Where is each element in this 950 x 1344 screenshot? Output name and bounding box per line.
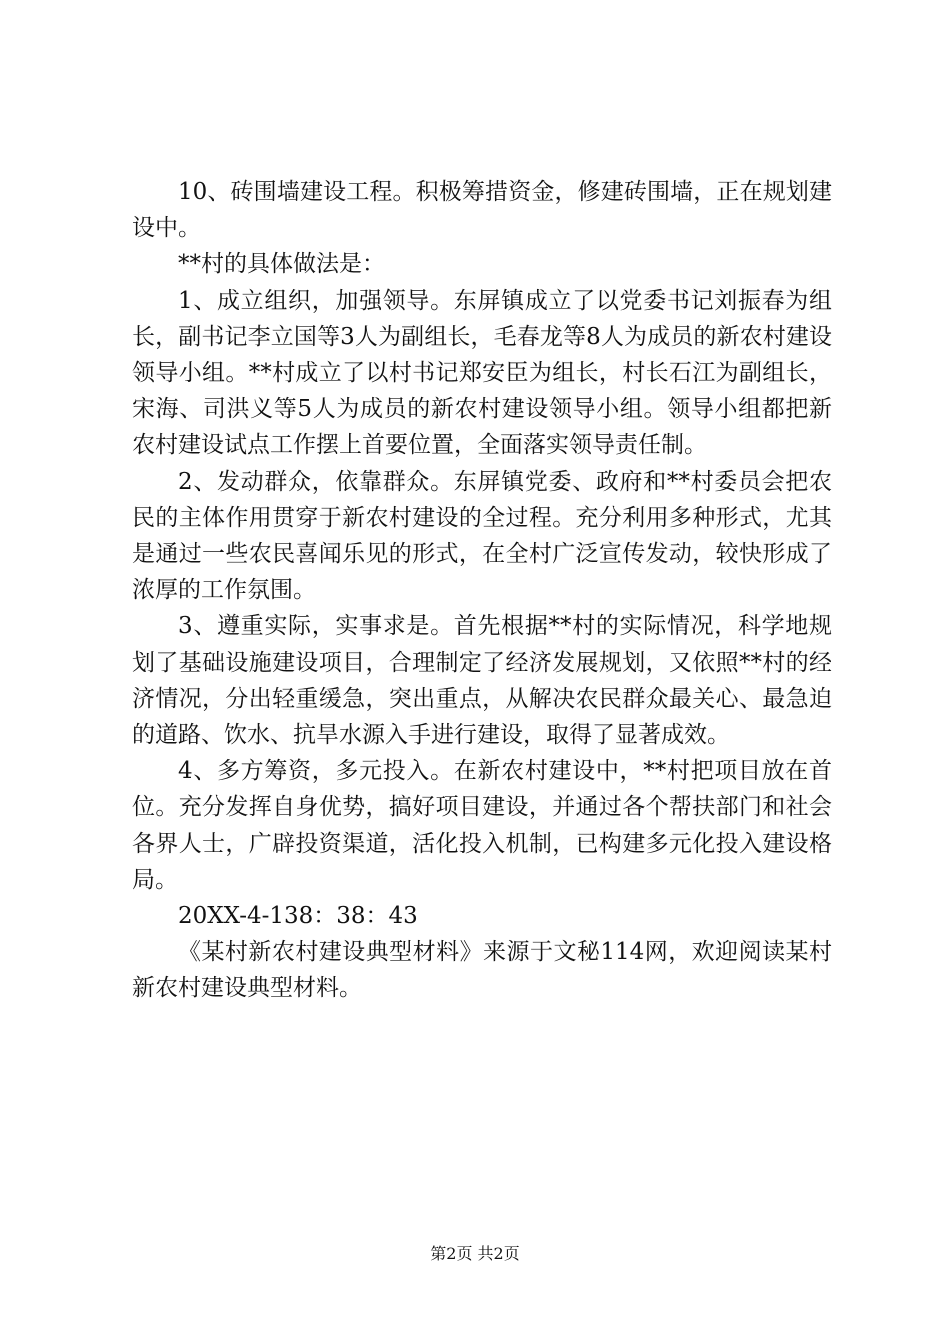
paragraph-brick-wall: 10、砖围墙建设工程。积极筹措资金，修建砖围墙，正在规划建设中。 <box>132 179 832 242</box>
paragraph-village-approach-heading: **村的具体做法是： <box>178 251 385 278</box>
paragraph-timestamp: 20XX-4-138：38：43 <box>178 903 418 930</box>
page-number-footer: 第2页 共2页 <box>430 1244 520 1263</box>
document-body <box>132 174 832 1007</box>
paragraph-source-note: 《某村新农村建设典型材料》来源于文秘114网，欢迎阅读某村新农村建设典型材料。 <box>132 939 832 1002</box>
paragraph-organization-leadership: 1、成立组织，加强领导。东屏镇成立了以党委书记刘振春为组长，副书记李立国等3人为副组长，毛春龙等8人为成员的新农村建设领导小组。**村成立了以村书记郑安臣为组长，村长石江为副组长，宋海、司洪义等5人为成员的新农村建设领导小组。领导小组都把新农村建设试点工作摆上首要位置，全面落实领导责任制。 <box>132 287 832 459</box>
paragraph-mobilize-masses: 2、发动群众，依靠群众。东屏镇党委、政府和**村委员会把农民的主体作用贯穿于新农村建设的全过程。充分利用多种形式，尤其是通过一些农民喜闻乐见的形式，在全村广泛宣传发动，较快形成了浓厚的工作氛围。 <box>132 468 832 604</box>
paragraph-respect-reality: 3、遵重实际，实事求是。首先根据**村的实际情况，科学地规划了基础设施建设项目，合理制定了经济发展规划，又依照**村的经济情况，分出轻重缓急，突出重点，从解决农民群众最关心、最急迫的道路、饮水、抗旱水源入手进行建设，取得了显著成效。 <box>132 613 832 749</box>
paragraph-multiple-funding: 4、多方筹资，多元投入。在新农村建设中，**村把项目放在首位。充分发挥自身优势，搞好项目建设，并通过各个帮扶部门和社会各界人士，广辟投资渠道，活化投入机制，已构建多元化投入建设格局。 <box>132 758 832 893</box>
